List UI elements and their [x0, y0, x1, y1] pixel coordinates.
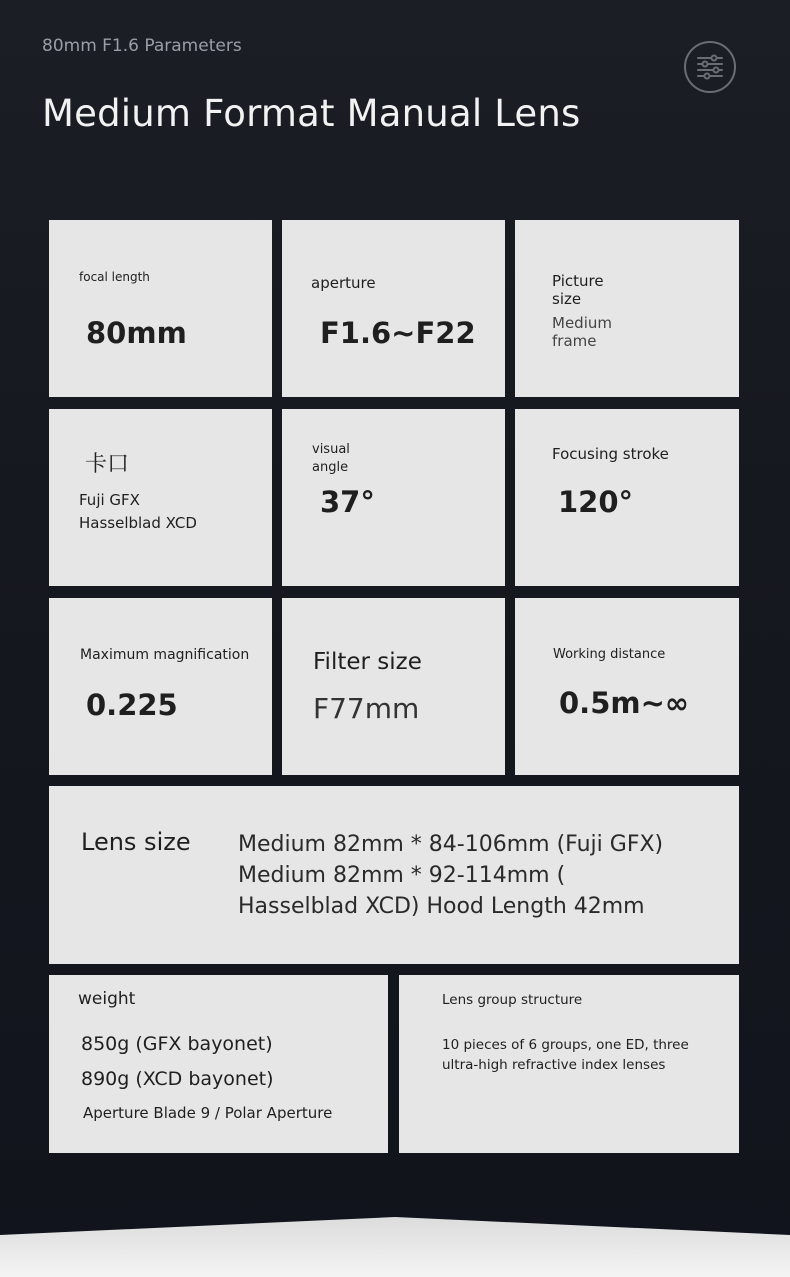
- card-picture-size: [515, 220, 739, 397]
- lens-group-line2: ultra-high refractive index lenses: [442, 1057, 666, 1073]
- page-title: Medium Format Manual Lens: [42, 92, 581, 135]
- picture-size-value: [552, 314, 612, 350]
- aperture-value: F1.6~F22: [320, 316, 476, 350]
- visual-angle-label-line1: visual: [312, 442, 350, 457]
- mount-value-line1: Fuji GFX: [79, 491, 140, 509]
- card-lens-group: [399, 975, 739, 1153]
- picture-size-label-line2: size: [552, 290, 582, 308]
- lens-size-line2: Medium 82mm * 92-114mm (: [238, 863, 566, 888]
- mount-value: [79, 489, 197, 535]
- lens-group-label: Lens group structure: [442, 992, 583, 1008]
- card-weight: [49, 975, 388, 1153]
- focal-length-value: 80mm: [86, 316, 187, 350]
- focal-length-label: focal length: [79, 270, 150, 284]
- sliders-icon: [696, 54, 724, 80]
- max-magnification-label: Maximum magnification: [80, 647, 250, 663]
- weight-line1: 850g (GFX bayonet): [81, 1033, 273, 1055]
- filter-size-value: F77mm: [313, 692, 420, 725]
- card-aperture: [282, 220, 505, 397]
- picture-size-label: [552, 272, 604, 308]
- picture-size-label-line1: Picture: [552, 272, 604, 290]
- mount-label: 卡口: [85, 452, 130, 477]
- working-distance-label: Working distance: [553, 647, 666, 662]
- picture-size-value-line2: frame: [552, 332, 597, 350]
- picture-size-value-line1: Medium: [552, 314, 612, 332]
- card-max-magnification: [49, 598, 272, 775]
- max-magnification-value: 0.225: [86, 688, 178, 722]
- card-filter-size: [282, 598, 505, 775]
- card-visual-angle: [282, 409, 505, 586]
- focusing-stroke-value: 120°: [558, 485, 634, 519]
- card-focusing-stroke: [515, 409, 739, 586]
- page-subtitle: 80mm F1.6 Parameters: [42, 36, 242, 56]
- focusing-stroke-label: Focusing stroke: [552, 445, 669, 463]
- bottom-band: [0, 1217, 790, 1277]
- card-focal-length: [49, 220, 272, 397]
- working-distance-value: 0.5m~∞: [559, 686, 690, 720]
- card-lens-size: [49, 786, 739, 964]
- card-mount: [49, 409, 272, 586]
- filter-size-label: Filter size: [313, 649, 422, 675]
- lens-size-label: Lens size: [81, 828, 191, 856]
- lens-size-value: [238, 829, 663, 922]
- card-working-distance: [515, 598, 739, 775]
- visual-angle-label: [312, 441, 350, 477]
- lens-group-line1: 10 pieces of 6 groups, one ED, three: [442, 1037, 689, 1053]
- weight-label: weight: [78, 989, 136, 1009]
- aperture-label: aperture: [311, 274, 376, 292]
- weight-line2: 890g (XCD bayonet): [81, 1068, 274, 1090]
- mount-value-line2: Hasselblad XCD: [79, 514, 197, 532]
- lens-size-line3: Hasselblad XCD) Hood Length 42mm: [238, 894, 645, 919]
- visual-angle-value: 37°: [320, 485, 375, 519]
- visual-angle-label-line2: angle: [312, 460, 349, 475]
- lens-size-line1: Medium 82mm * 84-106mm (Fuji GFX): [238, 832, 664, 857]
- weight-line3: Aperture Blade 9 / Polar Aperture: [83, 1104, 333, 1122]
- lens-group-value: [442, 1035, 689, 1075]
- menu-button[interactable]: [684, 41, 736, 93]
